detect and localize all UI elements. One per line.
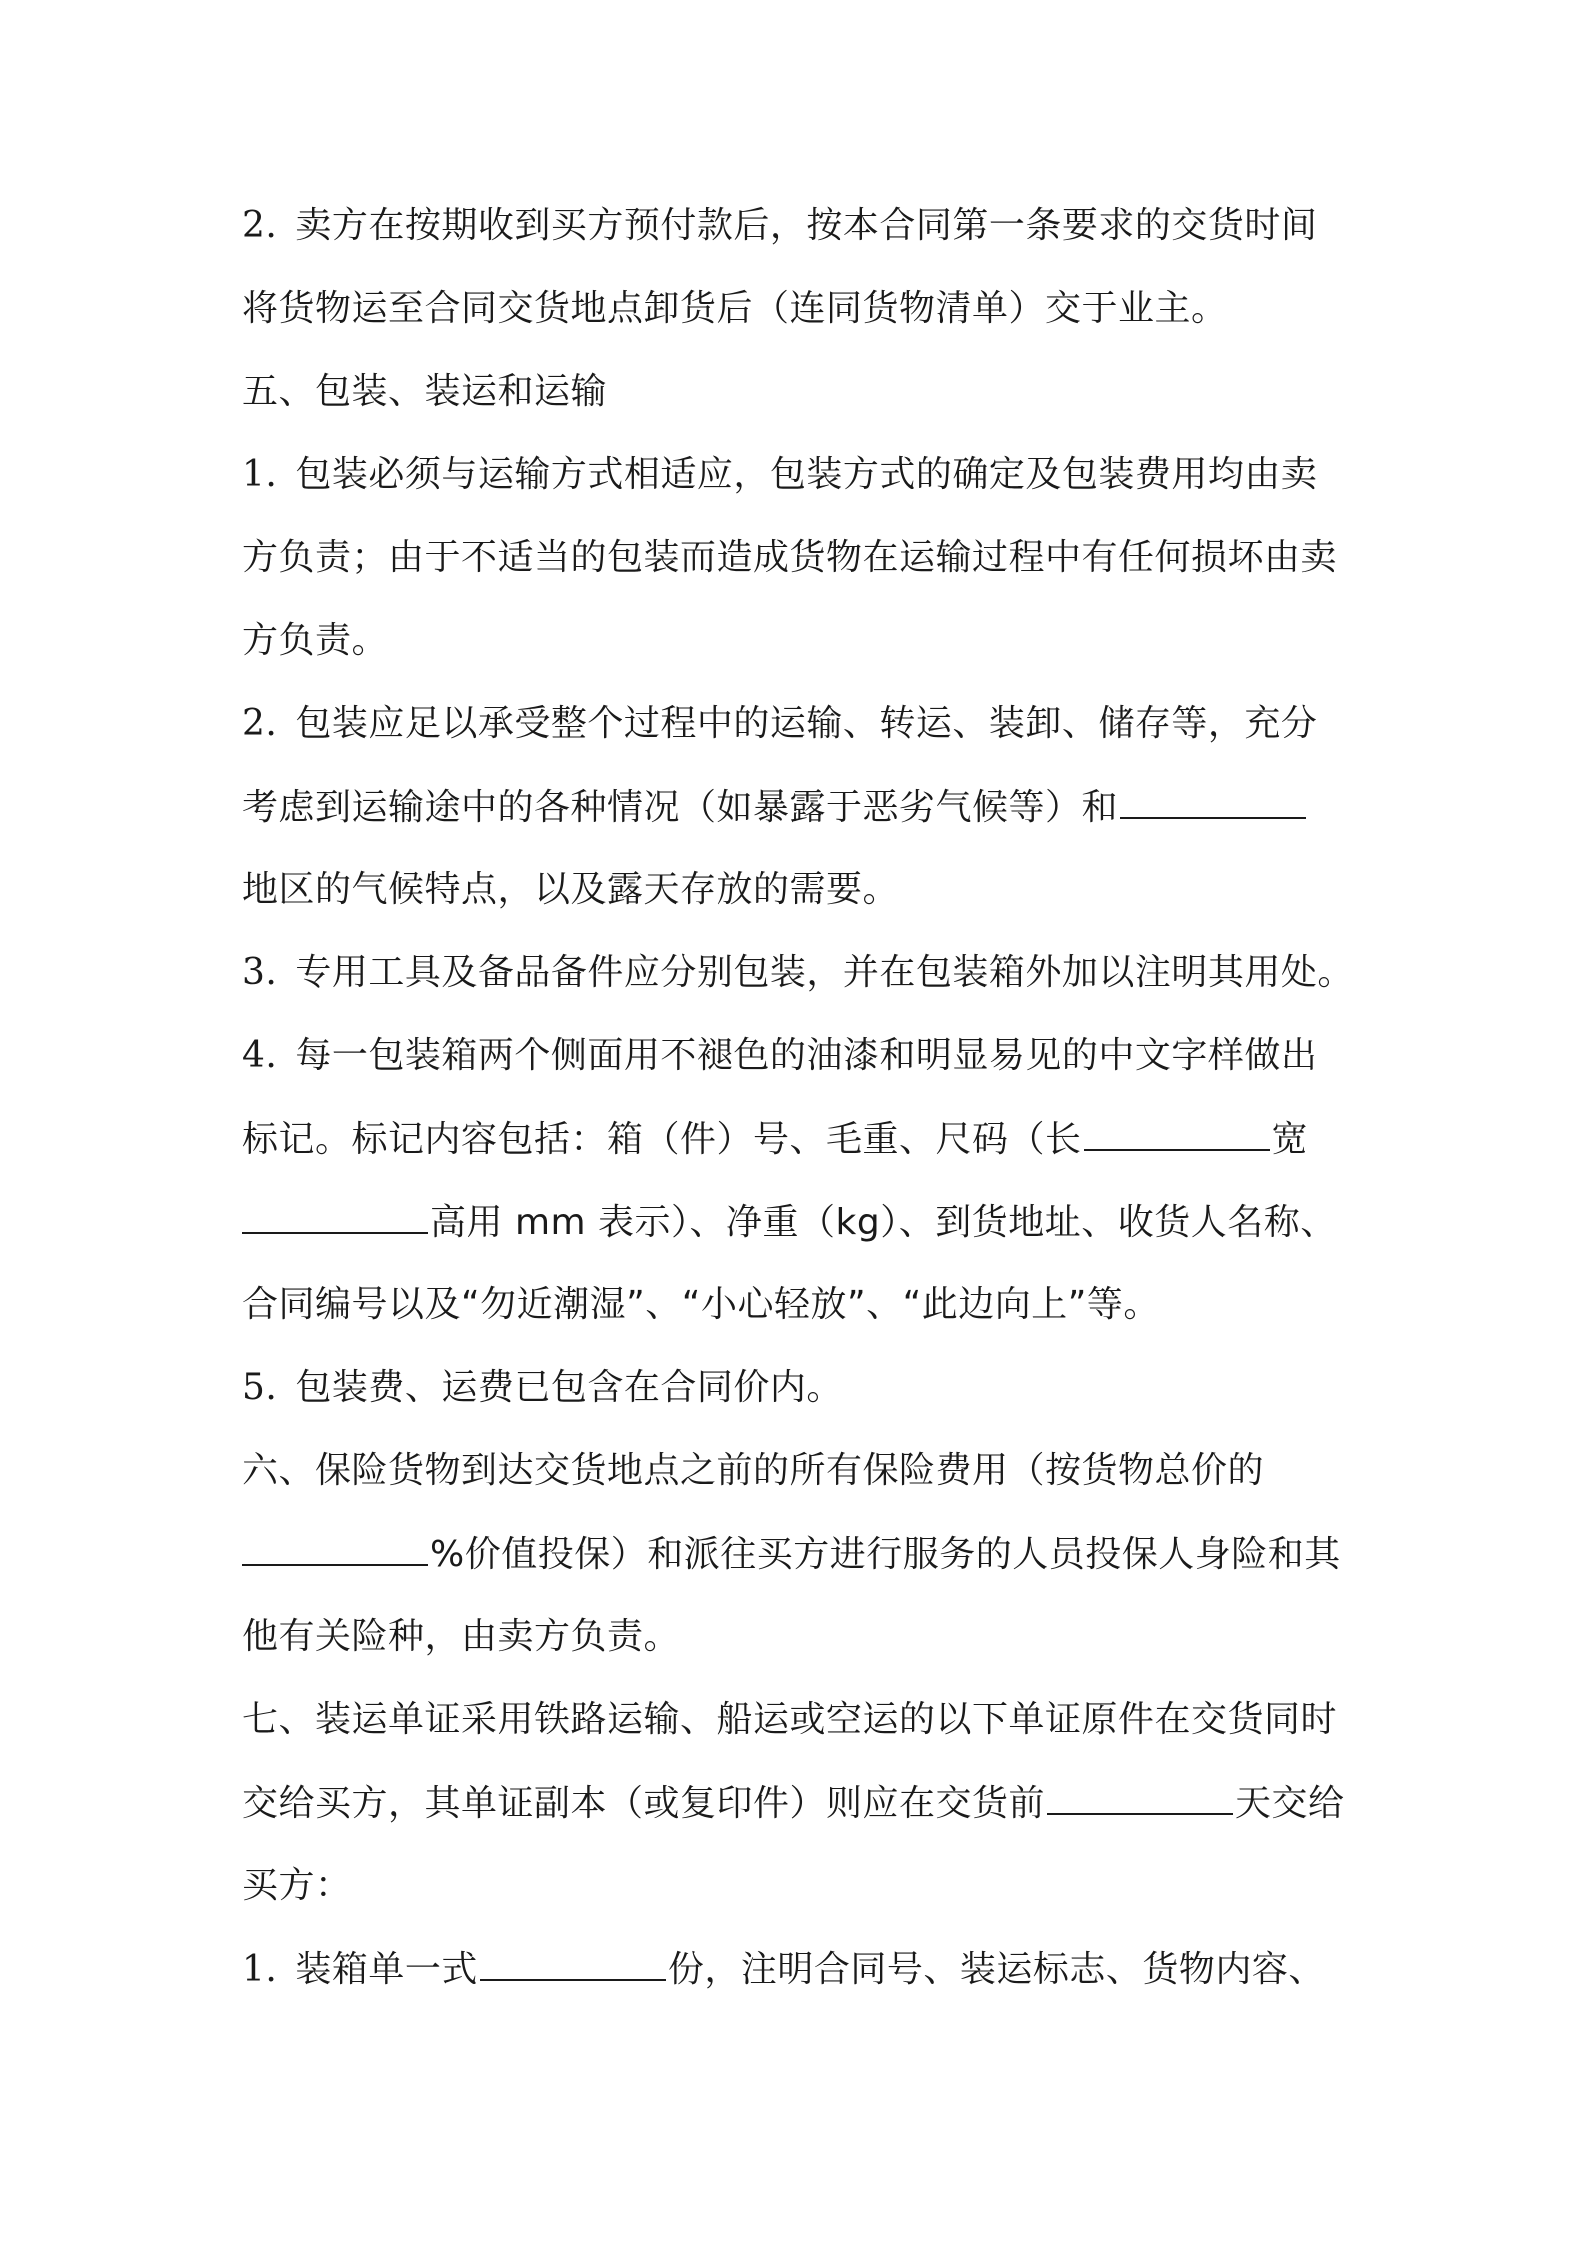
line-text: 高用 mm 表示）、净重（kg）、到货地址、收货人名称、	[430, 1202, 1337, 1243]
line-tail: 宽	[1271, 1119, 1309, 1160]
doc-line	[242, 287, 1372, 331]
fill-in-blank	[1084, 1117, 1270, 1151]
doc-line	[242, 204, 1372, 248]
line-text: 每一包装箱两个侧面用不褪色的油漆和明显易见的中文字样做出	[295, 1035, 1318, 1076]
section-number: 七、	[242, 1699, 316, 1740]
line-text: 装箱单一式	[295, 1949, 478, 1990]
line-text: 合同编号以及“勿近潮湿”、“小心轻放”、“此边向上”等。	[242, 1284, 1160, 1325]
line-text: 将货物运至合同交货地点卸货后（连同货物清单）交于业主。	[242, 288, 1228, 329]
line-text: 他有关险种，由卖方负责。	[242, 1616, 681, 1657]
line-tail: 天交给	[1235, 1783, 1345, 1824]
line-text: 方负责。	[242, 620, 389, 661]
doc-line	[242, 1283, 1372, 1327]
doc-line	[242, 1781, 1372, 1826]
item-number: 2.	[242, 703, 278, 744]
doc-line	[242, 951, 1372, 995]
section-heading	[242, 370, 1372, 414]
section-heading	[242, 1698, 1372, 1742]
line-text: 买方：	[242, 1865, 352, 1906]
doc-line	[242, 868, 1372, 912]
section-title: 包装、装运和运输	[315, 371, 608, 412]
line-text: 包装费、运费已包含在合同价内。	[295, 1367, 843, 1408]
line-text: 卖方在按期收到买方预付款后，按本合同第一条要求的交货时间	[295, 205, 1318, 246]
line-text: 标记。标记内容包括：箱（件）号、毛重、尺码（长	[242, 1119, 1082, 1160]
fill-in-blank	[1120, 785, 1306, 819]
fill-in-blank	[242, 1200, 428, 1234]
doc-line	[242, 702, 1372, 746]
fill-in-blank	[1047, 1781, 1233, 1815]
line-text: 保险货物到达交货地点之前的所有保险费用（按货物总价的	[315, 1450, 1265, 1491]
section-number: 六、	[242, 1450, 316, 1491]
line-text: 包装必须与运输方式相适应，包装方式的确定及包装费用均由卖	[295, 454, 1318, 495]
doc-line	[242, 1947, 1372, 1992]
doc-line	[242, 536, 1372, 580]
item-number: 1.	[242, 1949, 278, 1990]
doc-line	[242, 1864, 1372, 1908]
doc-line	[242, 1366, 1372, 1410]
fill-in-blank	[480, 1947, 666, 1981]
doc-line	[242, 1034, 1372, 1078]
line-text: 地区的气候特点，以及露天存放的需要。	[242, 869, 900, 910]
line-text: 交给买方，其单证副本（或复印件）则应在交货前	[242, 1783, 1046, 1824]
line-text: 装运单证采用铁路运输、船运或空运的以下单证原件在交货同时	[315, 1699, 1338, 1740]
doc-line	[242, 1200, 1372, 1245]
item-number: 3.	[242, 952, 278, 993]
line-text: 考虑到运输途中的各种情况（如暴露于恶劣气候等）和	[242, 787, 1119, 828]
doc-line	[242, 619, 1372, 663]
doc-line	[242, 453, 1372, 497]
doc-line	[242, 1532, 1372, 1577]
item-number: 5.	[242, 1367, 278, 1408]
item-number: 4.	[242, 1035, 278, 1076]
doc-line	[242, 1117, 1372, 1162]
doc-line	[242, 1615, 1372, 1659]
fill-in-blank	[242, 1532, 428, 1566]
item-number: 1.	[242, 454, 278, 495]
line-tail: 份，注明合同号、装运标志、货物内容、	[667, 1949, 1325, 1990]
line-text: 专用工具及备品备件应分别包装，并在包装箱外加以注明其用处。	[295, 952, 1354, 993]
line-text: 包装应足以承受整个过程中的运输、转运、装卸、储存等，充分	[295, 703, 1318, 744]
section-heading	[242, 1449, 1372, 1493]
doc-line	[242, 785, 1372, 830]
line-text: %价值投保）和派往买方进行服务的人员投保人身险和其	[430, 1534, 1341, 1575]
section-number: 五、	[242, 371, 316, 412]
item-number: 2.	[242, 205, 278, 246]
line-text: 方负责；由于不适当的包装而造成货物在运输过程中有任何损坏由卖	[242, 537, 1338, 578]
